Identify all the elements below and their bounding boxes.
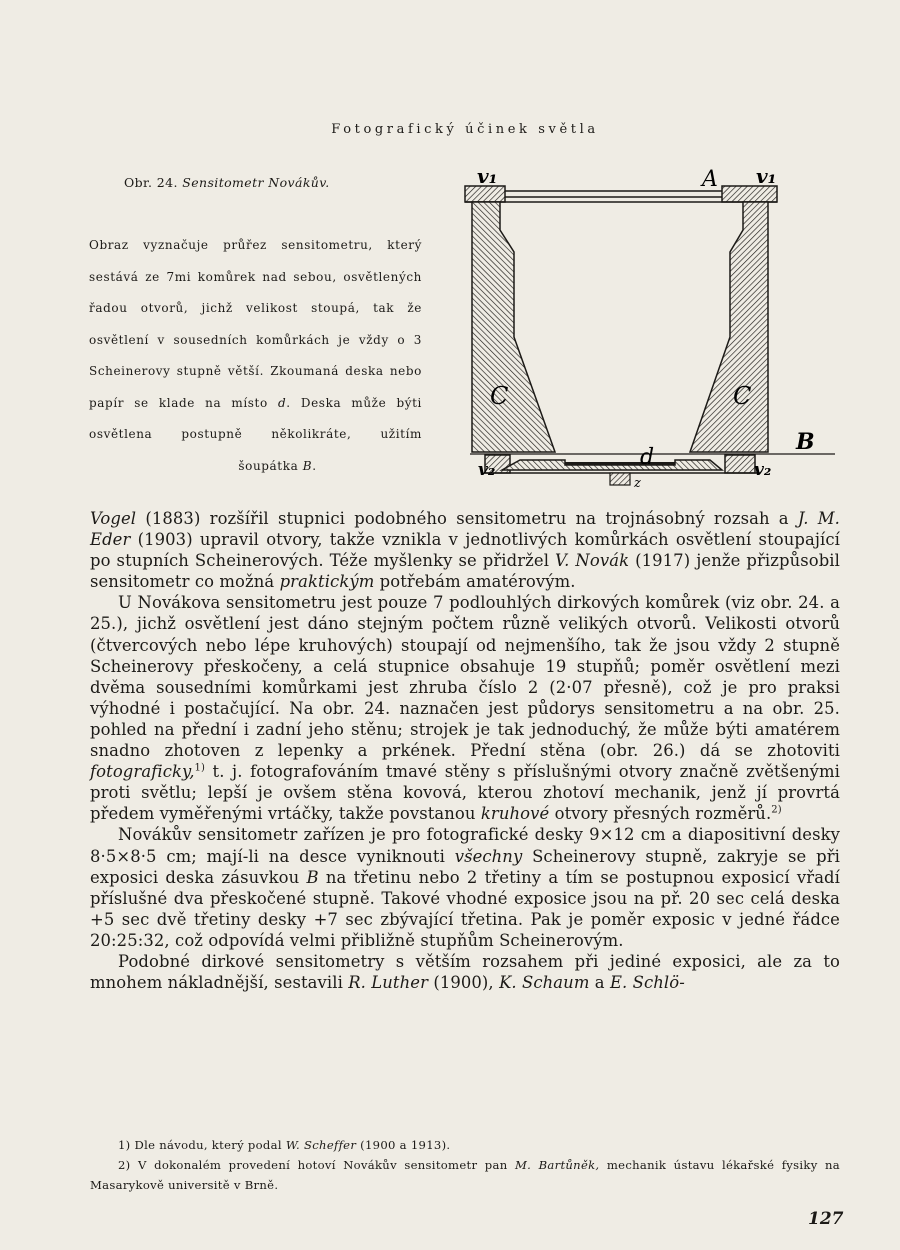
figure-caption-label: Obr. 24. — [124, 175, 178, 190]
paragraph-1: Vogel (1883) rozšířil stupnici podobného sensitometru na trojnásobný rozsah a J. M. Eder (1903) upravil otvory, takže vznikla v jednotlivých komůrkách osvětlení stoupající po stupních Scheinerových. Téže myšlenky se přidržel V. Novák (1917) jenže přizpůsobil sensitometr co možná praktickým potřebám amatérovým. — [90, 509, 840, 592]
label-v2-left: v₂ — [478, 460, 496, 480]
label-c-right: C — [733, 382, 752, 410]
footnote-ref-2: 2) — [771, 804, 782, 816]
figure-caption — [124, 175, 330, 190]
left-wall — [472, 202, 555, 452]
figure-description-d: d — [278, 395, 287, 410]
sensitometer-cross-section-figure — [460, 162, 840, 492]
running-head: Fotografický účinek světla — [331, 122, 599, 137]
label-b: B — [796, 429, 815, 455]
top-left-block — [465, 186, 505, 202]
footnote-1: 1) Dle návodu, který podal W. Scheffer (1900 a 1913). — [118, 1138, 451, 1152]
top-plate — [500, 191, 730, 197]
footnotes — [90, 1135, 840, 1195]
paragraph-4: Podobné dirkové sensitometry s větším rozsahem při jediné exposici, ale za to mnohem nákladnější, sestavili R. Luther (1900), K. Schaum a E. Schlö- — [90, 951, 840, 993]
figure-description — [89, 230, 422, 482]
plate-d — [565, 462, 675, 465]
label-v2-right: v₂ — [754, 460, 772, 480]
label-v1-right: v₁ — [756, 164, 777, 188]
figure-caption-title: Sensitometr Novákův. — [182, 175, 330, 190]
footnote-2: 2) V dokonalém provedení hotoví Novákův sensitometr pan M. Bartůněk, mechanik ústavu lékařské fysiky na Masarykově universitě v Brně. — [90, 1158, 841, 1192]
figure-description-body2: . Deska může býti osvětlena postupně několikráte, užitím — [89, 395, 422, 441]
paragraph-2: U Novákova sensitometru jest pouze 7 podlouhlých dirkových komůrek (viz obr. 24. a 25.), jichž osvětlení jest dáno stejným počtem různě velikých otvorů. Velikosti otvorů (čtvercových nebo lépe kruhových) stoupají od nejmenšího, tak že jsou vždy 2 stupně Scheinerovy přeskočeny, a celá stupnice obsahuje 19 stupňů; poměr osvětlení mezi dvěma sousedními komůrkami jest zhruba číslo 2 (2·07 přesně), což je pro praksi výhodné i postačující. Na obr. 24. naznačen jest půdorys sensitometru a na obr. 25. pohled na přední i zadní jeho stěnu; strojek je tak jednoduchý, že může býti amatérem snadno zhotoven z lepenky a prkének. Přední stěna (obr. 26.) dá se zhotoviti fotograficky,$^{1)}$ t. j. fotografováním tmavé stěny s příslušnými otvory značně zvětšenými proti světlu; lepší je ovšem stěna kovová, kterou zhotoví mechanik, jenž jí provrtá předem vyměřenými vrtáčky, takže povstanou kruhové otvory přesných rozměrů.$^{2)}$ — [90, 593, 840, 824]
label-c-left: C — [490, 382, 509, 410]
main-text — [90, 508, 840, 993]
figure-description-last-line: šoupátka B. — [238, 458, 317, 473]
label-z: z — [634, 476, 641, 491]
paragraph-3: Novákův sensitometr zařízen je pro fotografické desky 9×12 cm a diapositivní desky 8·5×8·5 cm; mají-li na desce vyniknouti všechny Scheinerovy stupně, zakryje se při exposici deska zásuvkou B na třetinu nebo 2 třetiny a tím se postupnou exposicí vřadí příslušné dva přeskočené stupně. Takové vhodné exposice jsou na př. 20 sec celá deska +5 sec dvě třetiny desky +7 sec zbývající třetina. Pak je poměr exposic v jedné řádce 20:25:32, což odpovídá velmi přibližně stupňům Scheinerovým. — [90, 825, 840, 950]
label-a: A — [702, 167, 718, 192]
footnote-ref-1: 1) — [194, 762, 205, 774]
top-right-block — [722, 186, 777, 202]
label-v1-left: v₁ — [477, 164, 498, 188]
figure-description-body: Obraz vyznačuje průřez sensitometru, který sestává ze 7mi komůrek nad sebou, osvětlených řadou otvorů, jichž velikost stoupá, tak že osvětlení v sousedních komůrkách je vždy o 3 Scheinerovy stupně větší. Zkoumaná deska nebo papír se klade na místo — [89, 238, 422, 410]
page-number: 127 — [808, 1209, 844, 1229]
bottom-right-block — [725, 455, 755, 473]
right-wall — [690, 202, 768, 452]
z-block — [610, 473, 630, 485]
label-d: d — [640, 445, 655, 470]
